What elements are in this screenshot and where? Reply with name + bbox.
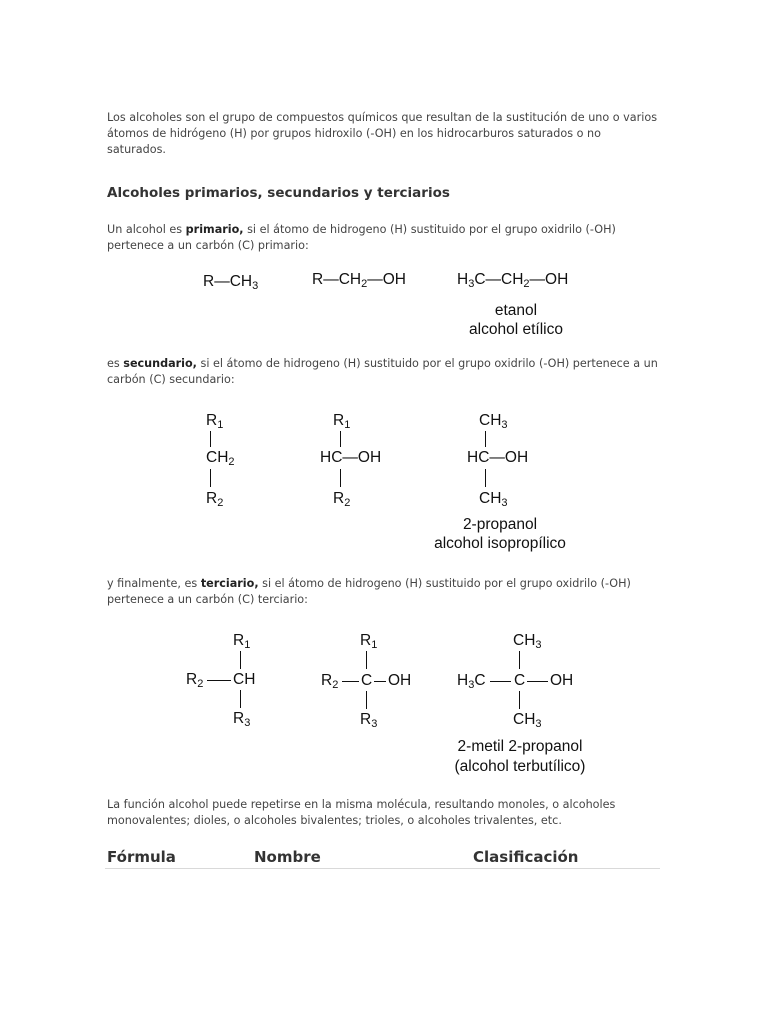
propanol-common-name: alcohol isopropílico [434, 535, 566, 552]
methylpropanol-name: 2-metil 2-propanol [457, 738, 583, 755]
sec3-ch3-top: $CH_3$ [479, 412, 508, 431]
sec2-hc-oh: HC—OH [320, 449, 382, 466]
formula-r-ch3: $R—CH_3$ [203, 273, 259, 292]
methylpropanol-common-name: (alcohol terbutílico) [454, 758, 586, 775]
sec2-r1: $R_1$ [333, 412, 351, 431]
secondary-term: secundario, [123, 357, 197, 370]
ter3-h3c: $H_3C$ [457, 672, 486, 691]
intro-paragraph: Los alcoholes son el grupo de compuestos químicos que resultan de la sustitución de uno o varios átomos de hidrógeno (H) por grupos hidroxilo (-OH) en los hidrocarburos saturados o no saturados. [107, 111, 658, 156]
ter1-r3: $R_3$ [233, 710, 251, 729]
sec3-hc-oh: HC—OH [467, 449, 529, 466]
primary-term: primario, [185, 223, 244, 236]
column-header-formula: Fórmula [107, 848, 176, 866]
sec3-ch3-bottom: $CH_3$ [479, 490, 508, 509]
ter3-ch3-bottom: $CH_3$ [513, 711, 542, 730]
column-header-classification: Clasificación [473, 848, 579, 866]
ter1-ch: CH [233, 671, 256, 688]
ter2-r3: $R_3$ [360, 711, 378, 730]
polyol-paragraph: La función alcohol puede repetirse en la misma molécula, resultando monoles, o alcoholes monovalentes; dioles, o alcoholes bivalentes; trioles, o alcoholes trivalentes, etc. [107, 798, 616, 827]
sec1-r2: $R_2$ [206, 490, 224, 509]
table-header-divider [105, 868, 660, 869]
propanol-name: 2-propanol [462, 516, 538, 533]
ter2-c: C [361, 672, 373, 689]
ter1-r1: $R_1$ [233, 632, 251, 651]
sec1-r1: $R_1$ [206, 412, 224, 431]
ter3-oh: OH [550, 672, 574, 689]
ethanol-common-name: alcohol etílico [469, 321, 563, 338]
ethanol-name: etanol [494, 302, 538, 319]
ter2-r1: $R_1$ [360, 632, 378, 651]
tertiary-term: terciario, [200, 577, 259, 590]
section-heading: Alcoholes primarios, secundarios y terciarios [107, 185, 450, 201]
column-header-name: Nombre [254, 848, 321, 866]
ter3-ch3-top: $CH_3$ [513, 632, 542, 651]
ter1-r2: $R_2$ [186, 671, 204, 690]
primary-paragraph: Un alcohol es primario, si el átomo de hidrogeno (H) sustituido por el grupo oxidrilo (-OH) pertenece a un carbón (C) primario: [107, 223, 616, 252]
tertiary-paragraph: y finalmente, es terciario, si el átomo de hidrogeno (H) sustituido por el grupo oxidrilo (-OH) pertenece a un carbón (C) terciario: [107, 577, 631, 606]
ter2-oh: OH [388, 672, 412, 689]
ter3-c: C [514, 672, 526, 689]
secondary-paragraph: es secundario, si el átomo de hidrogeno (H) sustituido por el grupo oxidrilo (-OH) pertenece a un carbón (C) secundario: [107, 357, 658, 386]
ter2-r2: $R_2$ [321, 672, 339, 691]
sec1-ch2: $CH_2$ [206, 449, 235, 468]
formula-r-ch2-oh: $R—CH_2—OH$ [312, 271, 406, 290]
formula-ethanol: $H_3C—CH_2—OH$ [457, 271, 569, 290]
sec2-r2: $R_2$ [333, 490, 351, 509]
